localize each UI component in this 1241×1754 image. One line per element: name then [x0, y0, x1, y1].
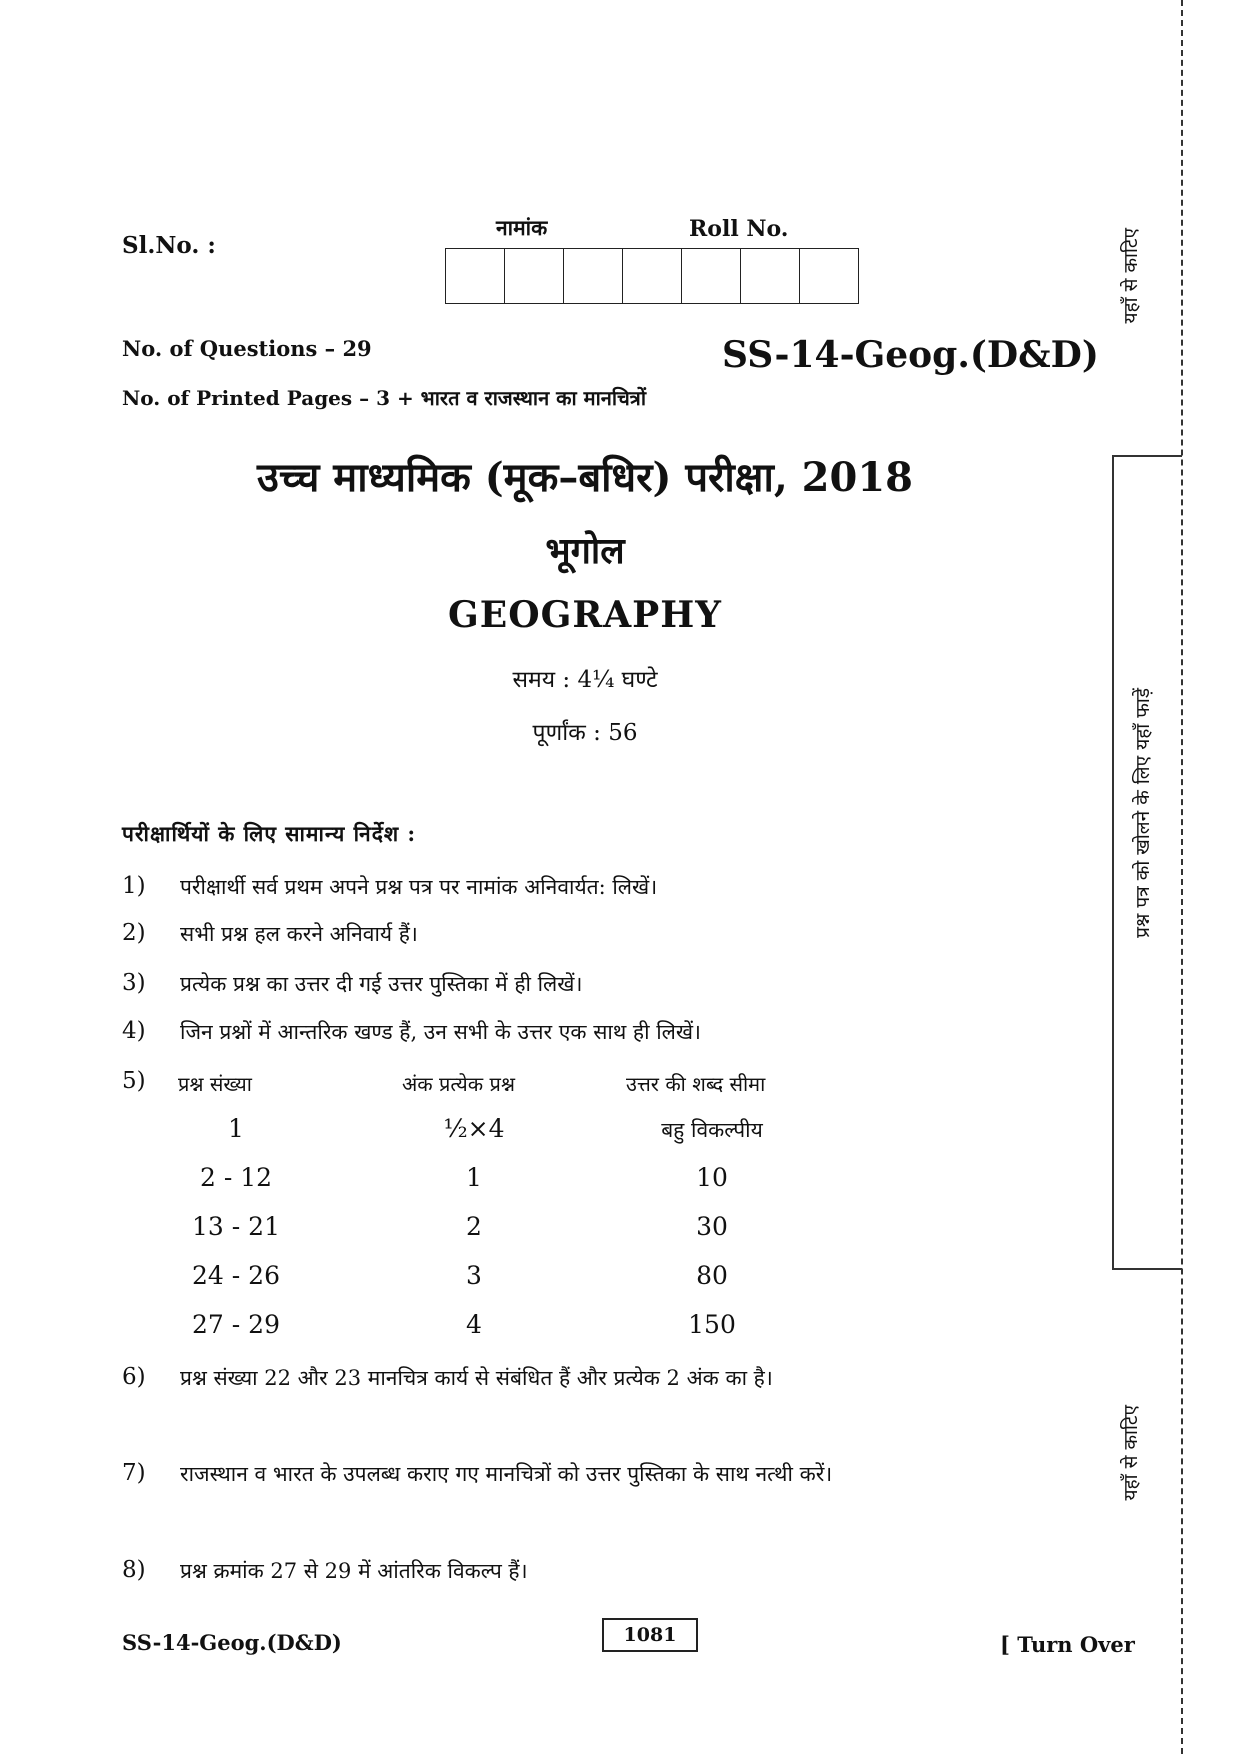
roll-number-boxes: [445, 248, 859, 304]
table-cell: 1: [228, 1114, 244, 1143]
table-cell: 30: [696, 1212, 728, 1241]
footer-paper-code: SS-14-Geog.(D&D): [122, 1630, 342, 1655]
instruction-text: प्रश्न संख्या 22 और 23 मानचित्र कार्य से संबंधित हैं और प्रत्येक 2 अंक का है।: [180, 1366, 773, 1390]
paper-code: SS-14-Geog.(D&D): [722, 334, 1099, 376]
instruction-item: [122, 920, 418, 948]
instruction-item: [122, 873, 657, 901]
instruction-number: 5): [122, 1068, 146, 1094]
instruction-number: 8): [122, 1557, 146, 1583]
instruction-number: 7): [122, 1460, 146, 1486]
table-cell: 27 - 29: [192, 1310, 280, 1339]
table-cell: 2 - 12: [199, 1163, 273, 1192]
table-cell: बहु विकल्पीय: [661, 1118, 763, 1142]
table-cell: 3: [466, 1261, 482, 1290]
number-of-printed-pages: No. of Printed Pages – 3 + भारत व राजस्थान का मानचित्रों: [122, 386, 646, 410]
roll-number-box: [623, 249, 682, 303]
instruction-item: [122, 1018, 701, 1046]
table-cell: 2: [466, 1212, 482, 1241]
instruction-item: [122, 970, 582, 998]
roll-number-box: [505, 249, 564, 303]
roll-number-box: [446, 249, 505, 303]
roll-number-box: [564, 249, 623, 303]
table-cell: 1: [466, 1163, 482, 1192]
instruction-text: राजस्थान व भारत के उपलब्ध कराए गए मानचित्रों को उत्तर पुस्तिका के साथ नत्थी करें।: [180, 1462, 833, 1486]
table-cell: 13 - 21: [192, 1212, 280, 1241]
table-header-marks-each: अंक प्रत्येक प्रश्न: [402, 1072, 516, 1096]
roll-number-label-english: Roll No.: [689, 216, 789, 242]
roll-number-box: [800, 249, 858, 303]
instruction-number: 3): [122, 970, 146, 996]
instruction-item: [122, 1460, 832, 1488]
cut-here-label-top: यहाँ से काटिए: [1120, 228, 1142, 324]
instruction-text: प्रत्येक प्रश्न का उत्तर दी गई उत्तर पुस्तिका में ही लिखें।: [180, 972, 583, 996]
page-number-box: 1081: [602, 1618, 698, 1652]
instruction-item: [122, 1068, 180, 1094]
subject-hindi: भूगोल: [545, 530, 625, 572]
instruction-item: [122, 1557, 528, 1585]
table-cell: 4: [466, 1310, 482, 1339]
roll-number-label-hindi: नामांक: [496, 215, 548, 240]
number-of-questions: No. of Questions – 29: [122, 336, 372, 361]
tear-here-label: प्रश्न पत्र को खोलने के लिए यहाँ फाड़ें: [1132, 688, 1154, 938]
maximum-marks: पूर्णांक : 56: [532, 720, 638, 746]
serial-number-label: Sl.No. :: [122, 232, 216, 259]
table-header-question-number: प्रश्न संख्या: [178, 1072, 252, 1096]
table-cell: 150: [688, 1310, 736, 1339]
subject-english: GEOGRAPHY: [448, 594, 722, 636]
exam-title: उच्च माध्यमिक (मूक–बधिर) परीक्षा, 2018: [256, 454, 913, 501]
table-cell: 10: [696, 1163, 728, 1192]
roll-number-box: [741, 249, 800, 303]
table-cell: 24 - 26: [192, 1261, 280, 1290]
roll-number-box: [682, 249, 741, 303]
instruction-text: सभी प्रश्न हल करने अनिवार्य हैं।: [180, 922, 418, 946]
instruction-number: 6): [122, 1364, 146, 1390]
instruction-item: [122, 1364, 773, 1392]
instruction-text: जिन प्रश्नों में आन्तरिक खण्ड हैं, उन सभी के उत्तर एक साथ ही लिखें।: [180, 1020, 702, 1044]
cut-here-label-bottom: यहाँ से काटिए: [1120, 1405, 1142, 1501]
exam-duration: समय : 4¼ घण्टे: [512, 667, 658, 693]
table-cell: ½×4: [443, 1114, 505, 1143]
instruction-number: 2): [122, 920, 146, 946]
instruction-text: परीक्षार्थी सर्व प्रथम अपने प्रश्न पत्र पर नामांक अनिवार्यत: लिखें।: [180, 875, 658, 899]
instruction-number: 4): [122, 1018, 146, 1044]
table-header-word-limit: उत्तर की शब्द सीमा: [626, 1072, 766, 1096]
instruction-text: प्रश्न क्रमांक 27 से 29 में आंतरिक विकल्प हैं।: [180, 1559, 528, 1583]
instruction-number: 1): [122, 873, 146, 899]
turn-over-note: [ Turn Over: [1000, 1632, 1135, 1657]
instructions-heading: परीक्षार्थियों के लिए सामान्य निर्देश :: [122, 821, 417, 846]
table-cell: 80: [696, 1261, 728, 1290]
